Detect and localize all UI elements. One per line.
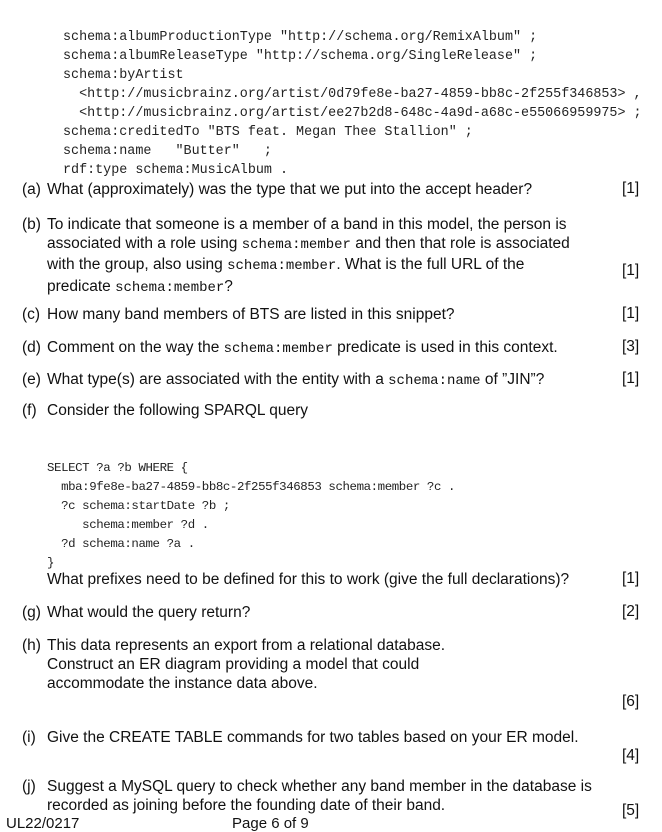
code-line: } — [47, 556, 55, 570]
marks-j: [5] — [622, 802, 640, 819]
footer-page: Page 6 of 9 — [232, 815, 309, 832]
marks-g: [2] — [622, 603, 640, 620]
marks-c: [1] — [622, 305, 640, 322]
code-line: <http://musicbrainz.org/artist/ee27b2d8-648c-4a9d-a68c-e55066959975> ; — [63, 106, 642, 121]
footer-code: UL22/0217 — [6, 815, 80, 832]
marks-a: [1] — [622, 180, 640, 197]
turtle-code-block — [63, 9, 642, 199]
code-line: ?c schema:startDate ?b ; — [47, 499, 230, 513]
code-line: schema:creditedTo "BTS feat. Megan Thee Stallion" ; — [63, 125, 473, 140]
code-line: <http://musicbrainz.org/artist/0d79fe8e-ba27-4859-bb8c-2f255f346853> , — [63, 87, 642, 102]
code-line: SELECT ?a ?b WHERE { — [47, 461, 188, 475]
marks-i: [4] — [622, 747, 640, 764]
marks-d: [3] — [622, 338, 640, 355]
code-line: schema:byArtist — [63, 68, 184, 83]
marks-f: [1] — [622, 570, 640, 587]
code-line: schema:albumProductionType "http://schema.org/RemixAlbum" ; — [63, 30, 538, 45]
code-line: rdf:type schema:MusicAlbum . — [63, 163, 288, 178]
code-line: schema:member ?d . — [47, 518, 209, 532]
code-line: mba:9fe8e-ba27-4859-bb8c-2f255f346853 schema:member ?c . — [47, 480, 456, 494]
code-line: schema:albumReleaseType "http://schema.org/SingleRelease" ; — [63, 49, 538, 64]
marks-h: [6] — [622, 693, 640, 710]
marks-b: [1] — [622, 262, 640, 279]
code-line: schema:name "Butter" ; — [63, 144, 272, 159]
code-line: ?d schema:name ?a . — [47, 537, 195, 551]
marks-e: [1] — [622, 370, 640, 387]
